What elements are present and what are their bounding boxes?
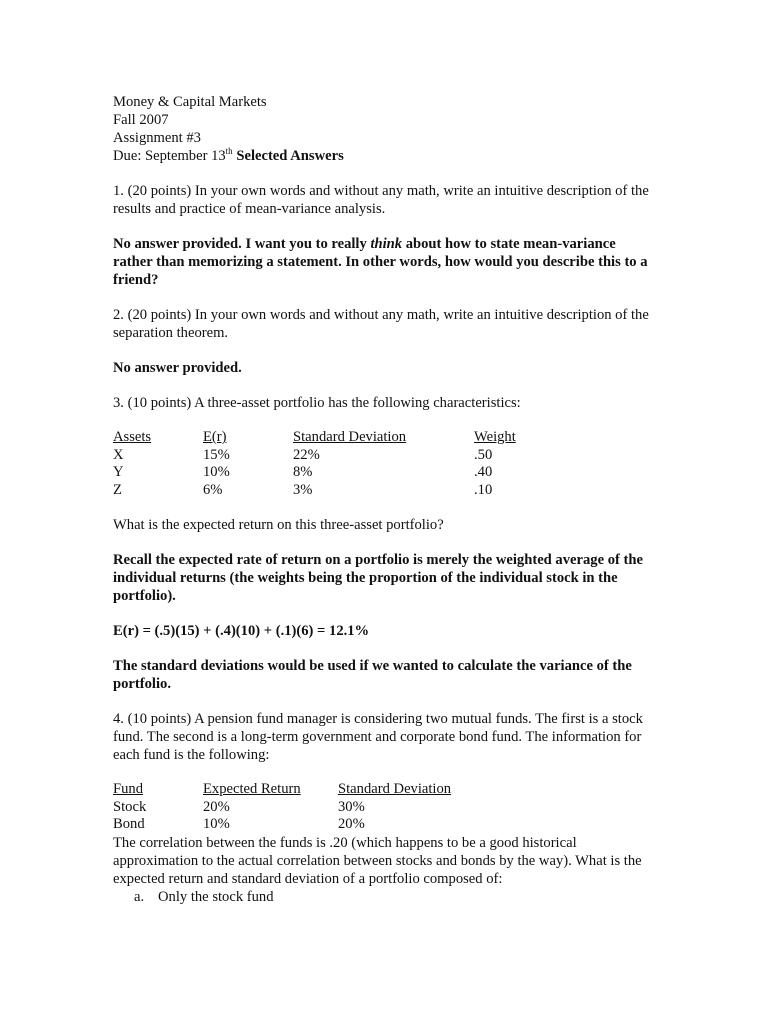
table-row xyxy=(113,464,516,482)
table-cell: .10 xyxy=(474,481,493,498)
question-1: 1. (20 points) In your own words and without any math, write an intuitive description of the results and practice of mean-variance analysis. xyxy=(113,183,649,217)
question-4: 4. (10 points) A pension fund manager is considering two mutual funds. The first is a stock fund. The second is a long-term government and corporate bond fund. The information for each fund is the following: xyxy=(113,711,643,763)
question-2: 2. (20 points) In your own words and without any math, write an intuitive description of the separation theorem. xyxy=(113,307,649,341)
term: Fall 2007 xyxy=(113,112,169,128)
table-cell: 15% xyxy=(203,446,230,463)
due-date-line xyxy=(113,147,658,165)
table-header: Fund xyxy=(113,781,144,797)
correlation-text: The correlation between the funds is .20 (which happens to be a good historical approximation to the actual correlation between stocks and bonds by the way). What is the expected return and standard deviation of a portfolio composed of: xyxy=(113,834,642,887)
table-header: Standard Deviation xyxy=(293,429,407,445)
selected-answers-label: Selected Answers xyxy=(236,148,344,164)
table-header: Standard Deviation xyxy=(338,781,452,797)
table-cell: 22% xyxy=(293,446,320,463)
table-cell: 30% xyxy=(338,798,365,815)
asset-table xyxy=(113,429,516,499)
table-cell: 3% xyxy=(293,481,313,498)
answer-1-part-2: about how to state mean-variance rather than memorizing a statement. In other words, how would you describe this to a friend? xyxy=(113,236,648,288)
table-cell: 10% xyxy=(203,816,230,832)
answer-1 xyxy=(113,235,658,289)
document-page xyxy=(113,93,658,906)
assignment-number: Assignment #3 xyxy=(113,130,201,146)
table-cell: 20% xyxy=(338,816,365,832)
question-3: 3. (10 points) A three-asset portfolio has the following characteristics: xyxy=(113,395,521,411)
table-cell: .50 xyxy=(474,446,493,463)
table-cell: Stock xyxy=(113,798,147,815)
table-header: E(r) xyxy=(203,429,227,445)
due-date: Due: September 13 xyxy=(113,148,226,164)
table-cell: 10% xyxy=(203,464,230,480)
course-title: Money & Capital Markets xyxy=(113,94,267,110)
table-header: Weight xyxy=(474,429,516,445)
table-cell: Y xyxy=(113,464,124,480)
answer-1-part-1: No answer provided. I want you to really xyxy=(113,236,371,252)
answer-3-formula: E(r) = (.5)(15) + (.4)(10) + (.1)(6) = 12.1% xyxy=(113,623,370,639)
fund-table xyxy=(113,781,451,834)
due-date-suffix: th xyxy=(225,146,233,156)
table-cell: 8% xyxy=(293,464,313,480)
list-marker: a. xyxy=(134,888,145,905)
table-cell: .40 xyxy=(474,464,493,480)
answer-3-note: The standard deviations would be used if we wanted to calculate the variance of the portfolio. xyxy=(113,658,632,692)
table-header-row xyxy=(113,781,451,799)
table-header: Assets xyxy=(113,429,152,445)
table-header: Expected Return xyxy=(203,781,301,797)
answer-3-explanation: Recall the expected rate of return on a portfolio is merely the weighted average of the individual returns (the weights being the proportion of the individual stock in the portfolio). xyxy=(113,552,643,604)
table-header-row xyxy=(113,429,516,447)
question-3-prompt: What is the expected return on this three-asset portfolio? xyxy=(113,517,444,533)
table-cell: X xyxy=(113,446,124,463)
table-cell: 6% xyxy=(203,481,223,498)
answer-2: No answer provided. xyxy=(113,360,242,376)
list-item-text: Only the stock fund xyxy=(158,888,274,905)
table-cell: 20% xyxy=(203,798,230,815)
answer-1-emphasis: think xyxy=(370,236,403,252)
table-row xyxy=(113,447,516,465)
table-cell: Bond xyxy=(113,816,145,832)
table-row xyxy=(113,482,516,500)
table-row xyxy=(113,799,451,817)
table-row xyxy=(113,816,451,834)
table-cell: Z xyxy=(113,481,122,498)
list-item xyxy=(113,888,658,906)
